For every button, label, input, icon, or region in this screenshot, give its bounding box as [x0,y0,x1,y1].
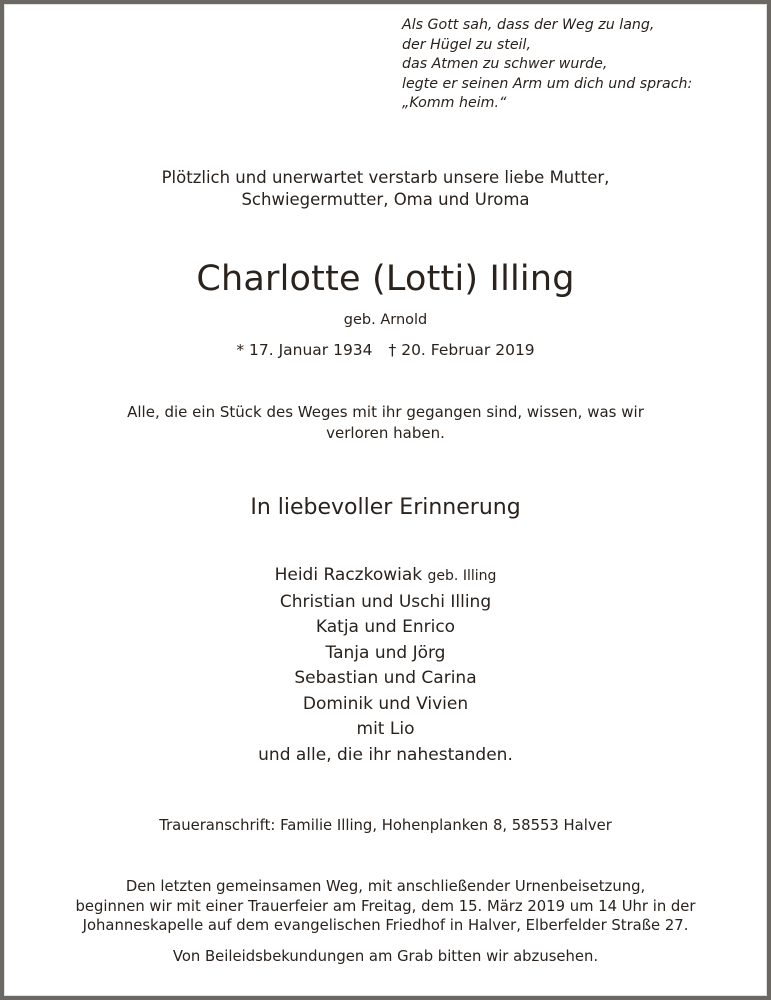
quote-line: verloren haben. [326,424,445,442]
quote-line: Alle, die ein Stück des Weges mit ihr gegangen sind, wissen, was wir [127,403,644,421]
mourner-line: mit Lio [356,719,415,739]
quote-text [4,402,767,444]
service-line: beginnen wir mit einer Trauerfeier am Freitag, dem 15. März 2019 um 14 Uhr in der [75,897,696,915]
mourner-birth-name: geb. Illing [427,568,497,584]
poem-line: Als Gott sah, dass der Weg zu lang, [402,17,655,33]
mourning-address: Traueranschrift: Familie Illing, Hohenplanken 8, 58553 Halver [159,817,612,834]
mourners-list [4,563,767,768]
mourner-line: Sebastian und Carina [294,668,477,688]
obituary-card [4,4,767,996]
condolence-note: Von Beileidsbekundungen am Grab bitten wir abzusehen. [172,948,599,965]
service-info [4,877,767,936]
life-dates [4,339,767,361]
mourner-line: Christian und Uschi Illing [279,591,492,612]
mourner-line: Dominik und Vivien [302,693,469,714]
birth-date: * 17. Januar 1934 [236,341,373,359]
poem-line: „Komm heim.“ [402,95,507,111]
death-date: † 20. Februar 2019 [388,341,535,359]
intro-text [4,167,767,211]
memory-heading: In liebevoller Erinnerung [250,495,521,520]
poem [402,16,692,114]
service-line: Den letzten gemeinsamen Weg, mit anschließender Urnenbeisetzung, [125,878,646,895]
mourner-name: Heidi Raczkowiak [274,565,423,585]
birth-name: geb. Arnold [343,312,428,328]
intro-line: Plötzlich und unerwartet verstarb unsere liebe Mutter, [161,168,610,187]
mourner-line: Katja und Enrico [315,617,456,637]
poem-line: der Hügel zu steil, [402,36,531,53]
mourner-line: und alle, die ihr nahestanden. [258,744,513,765]
deceased-name: Charlotte (Lotti) Illing [196,259,575,299]
poem-line: legte er seinen Arm um dich und sprach: [402,75,693,92]
poem-line: das Atmen zu schwer wurde, [402,56,608,72]
mourner-line: Tanja und Jörg [325,642,446,663]
mourner-line [4,563,767,590]
intro-line: Schwiegermutter, Oma und Uroma [241,190,530,209]
service-line: Johanneskapelle auf dem evangelischen Friedhof in Halver, Elberfelder Straße 27. [82,917,689,934]
